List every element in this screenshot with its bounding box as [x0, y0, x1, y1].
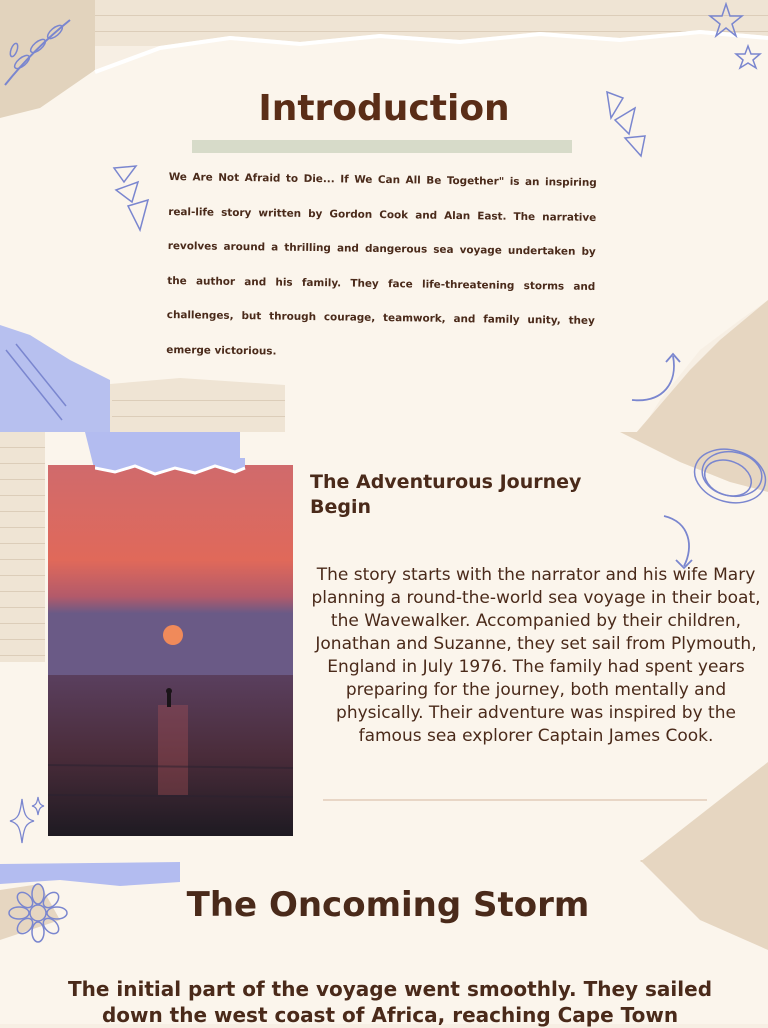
triangle-doodle-icon: [110, 160, 154, 234]
intro-paragraph: We Are Not Afraid to Die... If We Can All Be Together" is an inspiring real-life story written by Gordon Cook and Alan East. The narrative revolves around a thrilling and dangerous sea voyage undertaken by the author and his family. They face life-threatening storms and challenges, but through courage, teamwork, and family unity, they emerge victorious.: [166, 170, 597, 358]
storm-body: The initial part of the voyage went smoothly. They sailed down the west coast of Africa, reaching Cape Town: [67, 977, 713, 1027]
lined-paper-mid: [112, 385, 285, 433]
sunset-sea-photo: [48, 465, 293, 836]
diagonal-lines-icon: [0, 340, 70, 430]
journey-body: The story starts with the narrator and his wife Mary planning a round-the-world sea voyage in their boat, the Wavewalker. Accompanied by their children, Jonathan and Suzanne, they set sail from Plymouth, England in July 1976. The family had spent years preparing for the journey, both mentally and physically. Their adventure was inspired by the famous sea explorer Captain James Cook.: [311, 565, 761, 746]
curved-arrow-icon: [628, 348, 688, 408]
star-icon: [708, 2, 766, 76]
leaf-branch-icon: [0, 10, 80, 90]
scribble-circle-icon: [690, 438, 768, 514]
sparkle-icon: [8, 795, 48, 855]
curved-arrow-icon: [660, 512, 700, 572]
title-underline: [192, 140, 572, 153]
intro-title: Introduction: [258, 88, 510, 129]
journey-title: The Adventurous Journey Begin: [310, 471, 582, 518]
photo-torn-edge: [95, 458, 250, 484]
storm-title: The Oncoming Storm: [186, 885, 590, 925]
divider: [323, 799, 707, 801]
